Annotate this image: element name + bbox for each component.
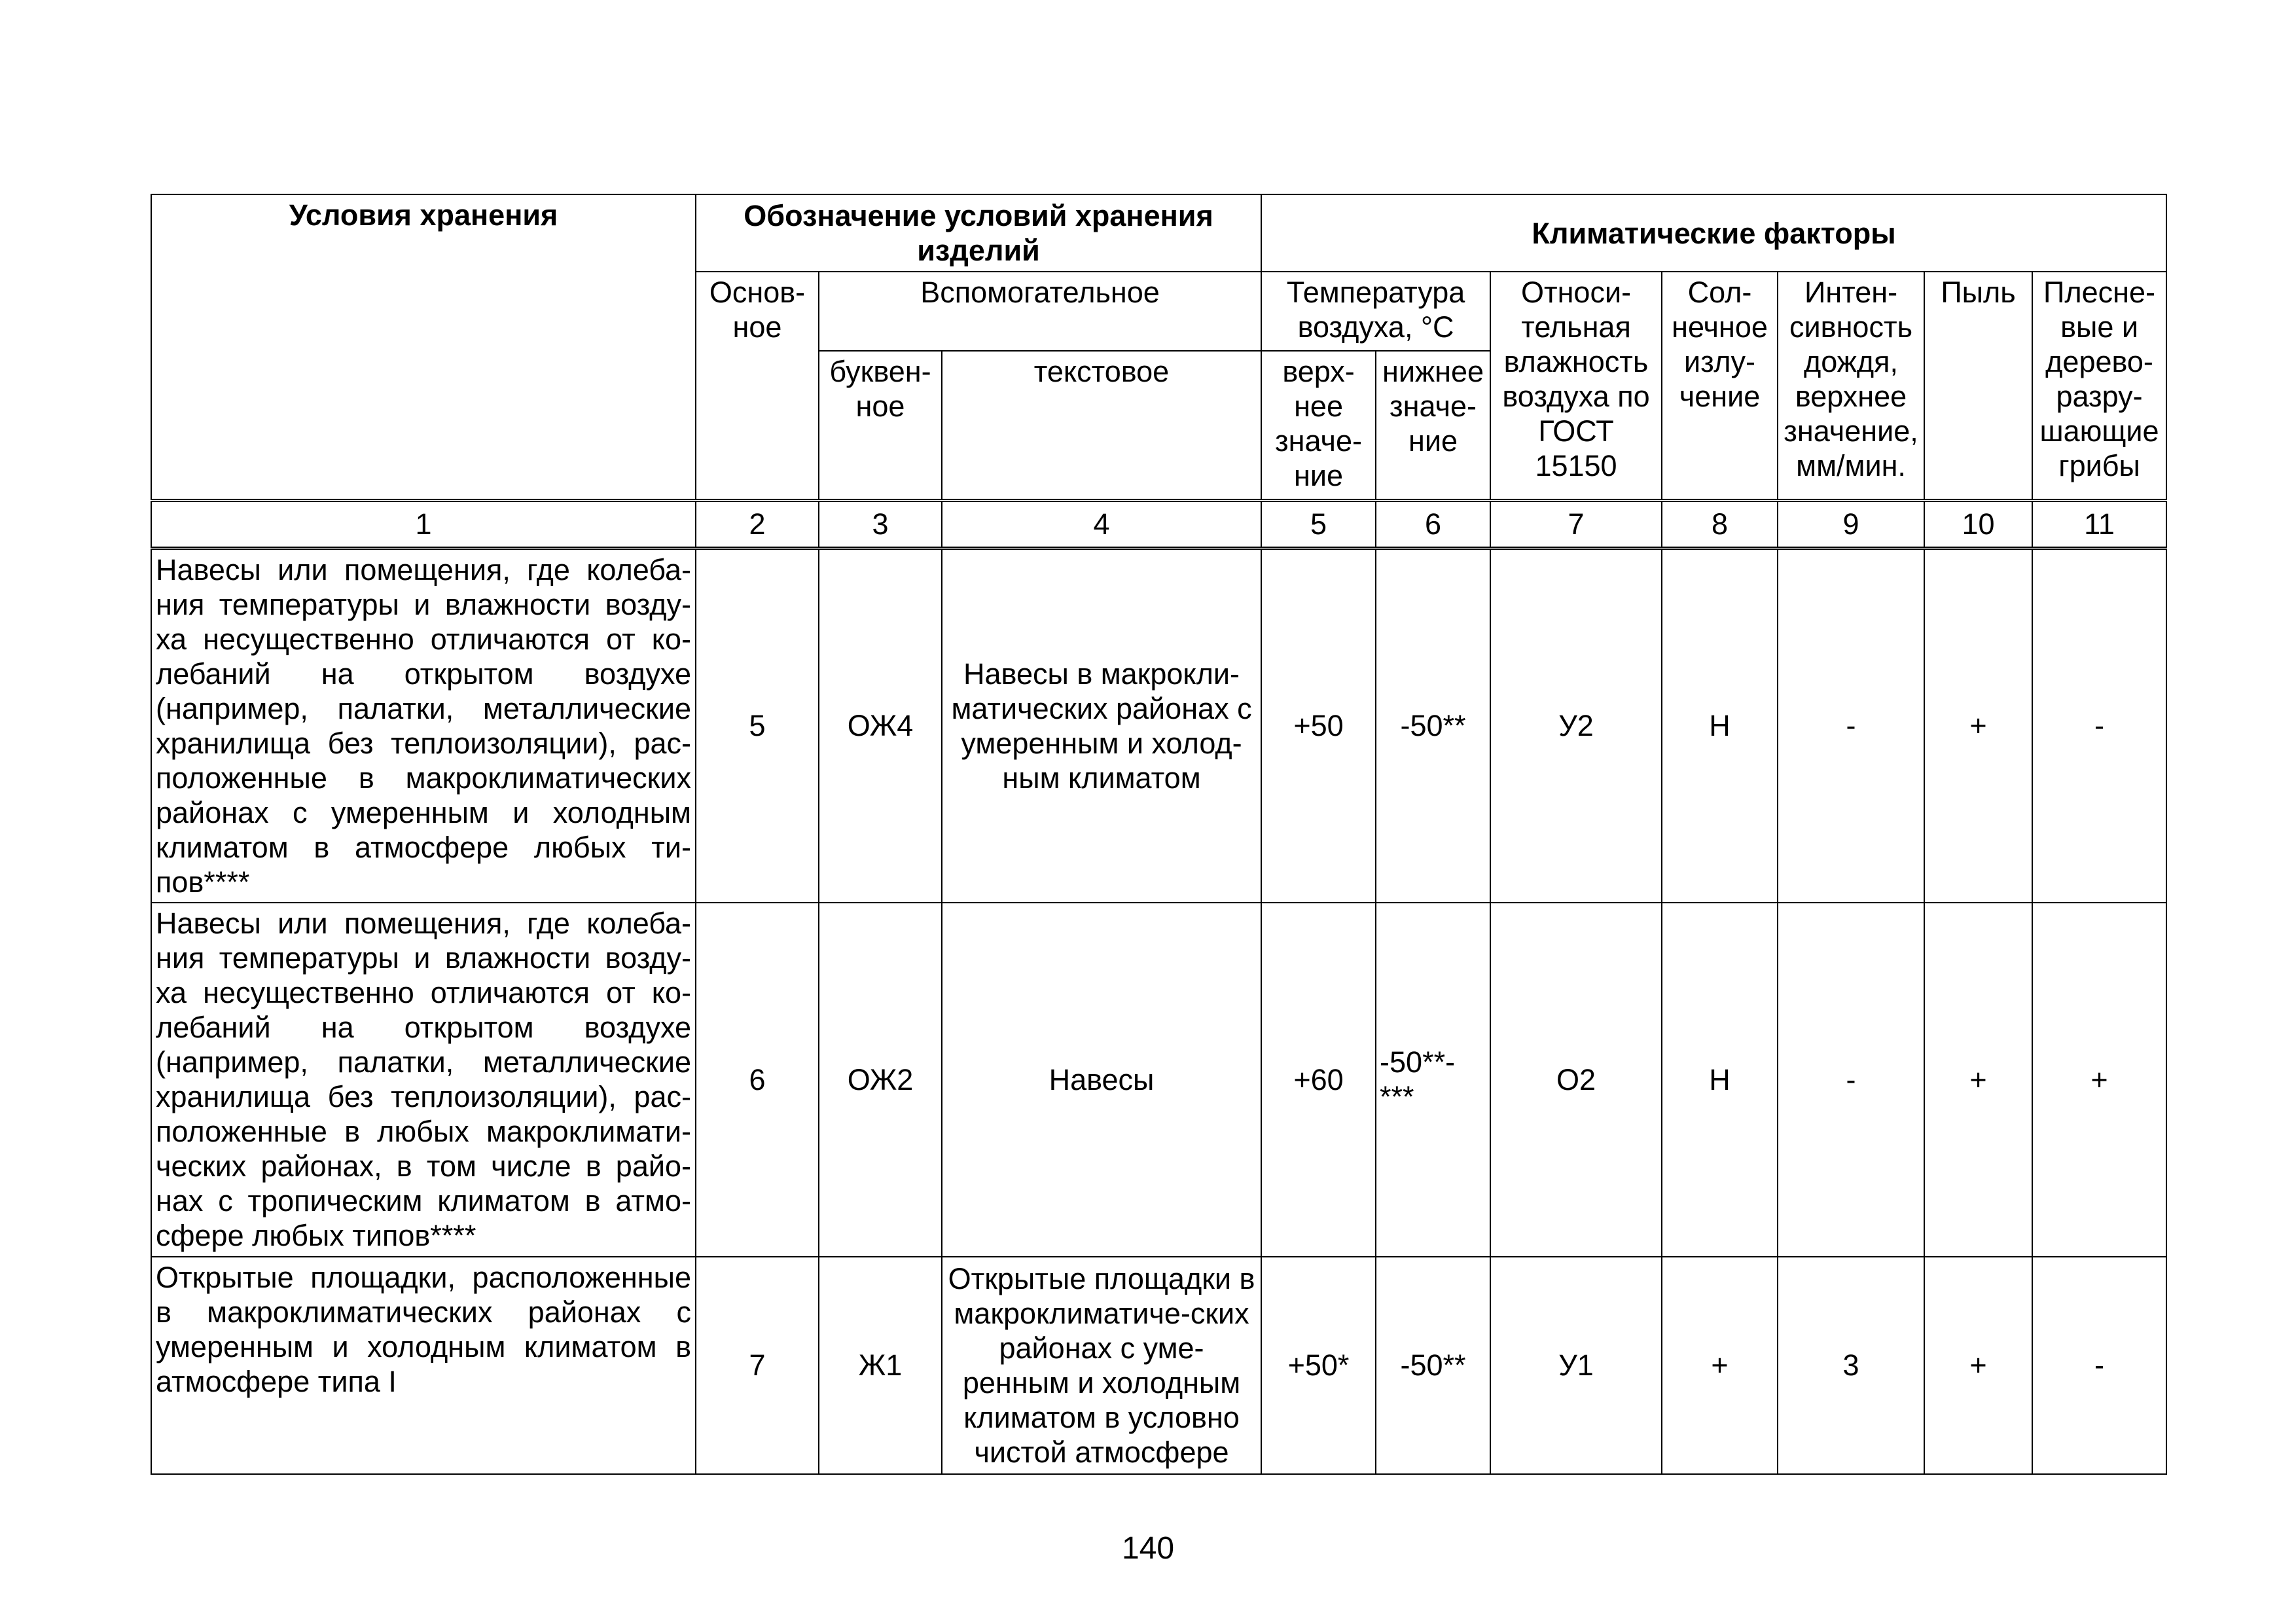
header-dust: Пыль [1924, 272, 2032, 500]
cell-conditions: Навесы или помещения, где колеба-ния температуры и влажности возду-ха несущественно отличаются от ко-лебаний на открытом воздухе (например, палатки, металлические хранилища без теплоизоляции), рас-положенные в любых макроклимати-ческих районах, в том числе в райо-нах с тропическим климатом в атмо-сфере любых типов**** [151, 903, 696, 1257]
cell-solar: Н [1662, 548, 1778, 903]
cell-rain: - [1778, 903, 1924, 1257]
header-upper-value: верх-нее значе-ние [1261, 351, 1376, 500]
cell-rain: 3 [1778, 1257, 1924, 1474]
cell-dust: + [1924, 548, 2032, 903]
cell-dust: + [1924, 903, 2032, 1257]
column-number: 5 [1261, 500, 1376, 548]
cell-t-upper: +50 [1261, 548, 1376, 903]
column-number: 7 [1490, 500, 1662, 548]
cell-humidity: У2 [1490, 548, 1662, 903]
cell-text: Навесы в макрокли-матических районах с умеренным и холод-ным климатом [942, 548, 1261, 903]
column-number: 1 [151, 500, 696, 548]
header-fungi: Плесне-вые и дерево-разру-шающие грибы [2032, 272, 2166, 500]
cell-letter: ОЖ2 [819, 903, 942, 1257]
header-text: текстовое [942, 351, 1261, 500]
cell-rain: - [1778, 548, 1924, 903]
cell-conditions: Открытые площадки, расположенные в макроклиматических районах с умеренным и холодным климатом в атмосфере типа I [151, 1257, 696, 1474]
storage-conditions-table [151, 194, 2167, 1475]
cell-t-upper: +60 [1261, 903, 1376, 1257]
header-main: Основ-ное [696, 272, 819, 500]
cell-t-upper: +50* [1261, 1257, 1376, 1474]
header-lower-value: нижнее значе-ние [1376, 351, 1490, 500]
cell-fungi: - [2032, 1257, 2166, 1474]
cell-t-lower: -50** [1376, 1257, 1490, 1474]
cell-letter: Ж1 [819, 1257, 942, 1474]
table-row [151, 903, 2166, 1257]
header-rain: Интен-сивность дождя, верхнее значение, мм/мин. [1778, 272, 1924, 500]
cell-solar: Н [1662, 903, 1778, 1257]
column-number: 2 [696, 500, 819, 548]
page-number: 140 [1121, 1531, 1175, 1566]
cell-text: Открытые площадки в макроклиматиче-ских районах с уме-ренным и холодным климатом в условно чистой атмосфере [942, 1257, 1261, 1474]
table-row [151, 548, 2166, 903]
cell-main: 6 [696, 903, 819, 1257]
header-auxiliary: Вспомогательное [819, 272, 1261, 351]
cell-conditions: Навесы или помещения, где колеба-ния температуры и влажности возду-ха несущественно отличаются от ко-лебаний на открытом воздухе (например, палатки, металлические хранилища без теплоизоляции), рас-положенные в макроклиматических районах с умеренным и холодным климатом в атмосфере любых ти-пов**** [151, 548, 696, 903]
column-number: 8 [1662, 500, 1778, 548]
header-designation: Обозначение условий хранения изделий [696, 194, 1261, 272]
cell-humidity: О2 [1490, 903, 1662, 1257]
header-solar: Сол-нечное излу-чение [1662, 272, 1778, 500]
cell-main: 7 [696, 1257, 819, 1474]
header-climatic-factors: Климатические факторы [1261, 194, 2166, 272]
cell-fungi: - [2032, 548, 2166, 903]
cell-solar: + [1662, 1257, 1778, 1474]
table-row [151, 1257, 2166, 1474]
header-humidity: Относи-тельная влажность воздуха по ГОСТ 15150 [1490, 272, 1662, 500]
cell-t-lower: -50**-*** [1376, 903, 1490, 1257]
column-number: 3 [819, 500, 942, 548]
header-air-temperature: Температура воздуха, °С [1261, 272, 1490, 351]
column-number: 11 [2032, 500, 2166, 548]
cell-humidity: У1 [1490, 1257, 1662, 1474]
column-number: 9 [1778, 500, 1924, 548]
column-number: 4 [942, 500, 1261, 548]
cell-letter: ОЖ4 [819, 548, 942, 903]
header-letter: буквен-ное [819, 351, 942, 500]
column-number: 10 [1924, 500, 2032, 548]
cell-fungi: + [2032, 903, 2166, 1257]
column-number: 6 [1376, 500, 1490, 548]
cell-main: 5 [696, 548, 819, 903]
cell-t-lower: -50** [1376, 548, 1490, 903]
header-storage-conditions: Условия хранения [151, 194, 696, 500]
cell-text: Навесы [942, 903, 1261, 1257]
cell-dust: + [1924, 1257, 2032, 1474]
